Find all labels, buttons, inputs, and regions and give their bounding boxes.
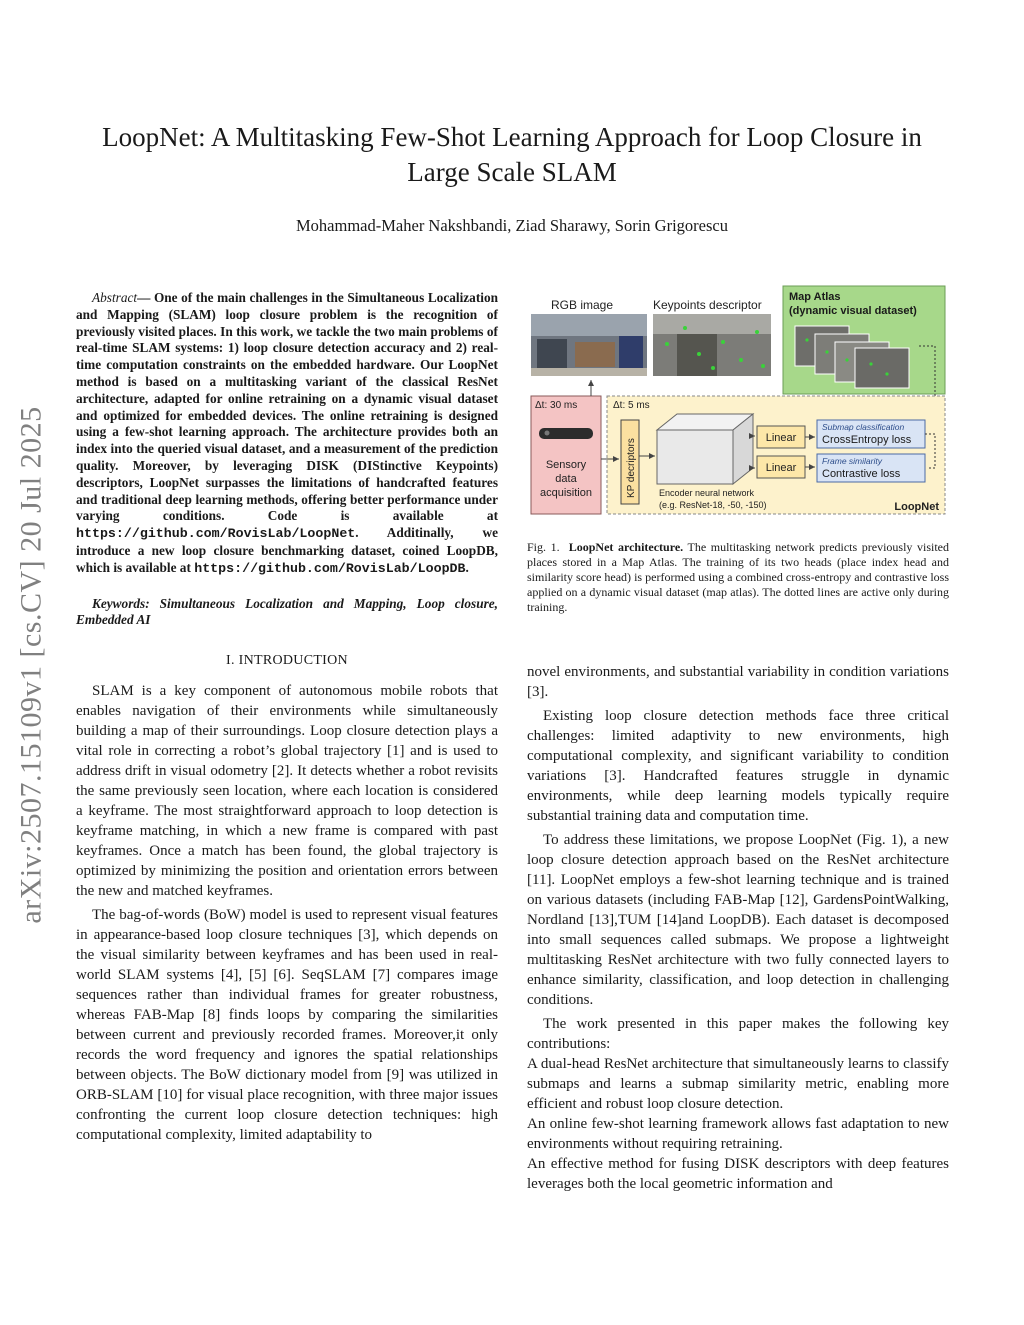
abstract-text-2: . Additinally, we introduce a new loop closure benchmarking dataset, coined LoopDB, which is available at (76, 525, 498, 575)
intro-continuation: novel environments, and substantial variability in condition variations [3]. (527, 664, 949, 700)
dataset-link[interactable]: https://github.com/RovisLab/LoopDB (194, 560, 466, 576)
abstract-text-1: One of the main challenges in the Simultaneous Localization and Mapping (SLAM) loop closure problem is the recognition of previously visited places. In this work, we tackle the two main problems of real-time SLAM systems: 1) loop closure detection accuracy and 2) real-time computation constraints on the embedded hardware. Our LoopNet method is based on a multitasking variant of the classical ResNet architecture, adapted for online retraining on a dynamic visual dataset and optimized for embedded devices. The online retraining is designed using a few-shot learning approach. The architecture provides both an index into the queried visual dataset, and a measurement of the prediction quality. Moreover, by leveraging DISK (DIStinctive Keypoints) descriptors, LoopNet surpasses the limitations of handcrafted features and traditional deep learning methods, offering better performance under varying conditions. Code is available at (76, 290, 498, 524)
code-link[interactable]: https://github.com/RovisLab/LoopNet (76, 526, 356, 542)
intro-paragraph-3: Existing loop closure detection methods face three critical challenges: limited adaptivity to new environments, high computational complexity, and significant variability to condition variations [3]. Handcrafted features struggle in dynamic environments, while deep learning models typically require substantial training data and computation time. (527, 708, 949, 824)
intro-paragraph-4: To address these limitations, we propose LoopNet (Fig. 1), a new loop closure detection approach based on the ResNet architecture [11]. LoopNet employs a few-shot learning technique and is trained on various datasets (including FAB-Map [12], GardensPointWalking, Nordland [13],TUM [14]and LoopDB). Each dataset is decomposed into small sequences called submaps. We propose a lightweight multitasking ResNet architecture with two fully connected layers to enhance similarity, classification, and loop detection in challenging conditions. (527, 832, 949, 1008)
caption-text: The multitasking network predicts previously visited places stored in a Map Atlas. The training of its two heads (place index head and similarity score head) is performed using a combined cross-entropy and contrastive loss applied on a dynamic visual dataset (map atlas). The dotted lines are active only during training. (527, 540, 949, 614)
caption-label: Fig. 1. (527, 540, 560, 554)
intro-paragraph-1: SLAM is a key component of autonomous mobile robots that enables navigation of their environments while simultaneously building a map of their surroundings. Loop closure detection plays a vital role in correcting a robot’s global trajectory [1] and is used to address drift in visual odometry [2]. It detects whether a robot revisits the same previously seen location, where each location is considered a keyframe. The most straightforward approach to loop detection is keyframe matching, in which a new frame is compared with past keyframes. Once a match has been found, the global trajectory is optimized by minimizing the position and orientation errors between the new and matched keyframes. (76, 683, 498, 900)
crossentropy-loss-label: CrossEntropy loss (822, 434, 912, 446)
figure-caption (527, 540, 949, 615)
sensory-line-1: Sensory (545, 459, 587, 471)
keypoints-thumbnail (653, 314, 771, 376)
rgb-image-thumbnail (531, 314, 647, 376)
section-first-letter: I (238, 653, 244, 669)
left-column (76, 290, 498, 1145)
intro-paragraph-2: The bag-of-words (BoW) model is used to represent visual features in appearance-based loop closure techniques [3], which depends on the visual similarity between keyframes and has been used in real-world SLAM systems [4], [5] [6]. SeqSLAM [7] compares image sequences rather than individual frames for greater robustness, whereas FAB-Map [8] finds loops by comparing the similarities between current and previously recorded frames. Moreover,it only records the word frequency and ignores the spatial relationships between objects. The BoW dictionary model from [9] was utilized in ORB-SLAM [10] for visual place recognition, with three major issues confronting the current loop closure detection techniques: high computational complexity, limited adaptability to (76, 907, 498, 1144)
contribution-2: An online few-shot learning framework allows fast adaptation to new environments without requiring retraining. (527, 1116, 949, 1152)
abstract (76, 290, 498, 578)
section-title-rest: NTRODUCTION (243, 653, 348, 669)
intro-paragraph-5: The work presented in this paper makes the following key contributions: (527, 1016, 949, 1052)
abstract-lead: Abstract (92, 290, 138, 305)
encoder-cube (657, 414, 753, 484)
keywords: Keywords: Simultaneous Localization and Mapping, Loop closure, Embedded AI (76, 595, 498, 628)
abstract-text-3: . (465, 559, 469, 575)
contrastive-loss-label: Contrastive loss (822, 468, 901, 480)
submap-classification-label: Submap classification (822, 422, 905, 432)
sensory-line-2: data (555, 473, 577, 485)
section-number: I. (226, 653, 235, 669)
keypoints-label: Keypoints descriptor (653, 298, 762, 312)
kp-descriptors-label: KP decriptors (626, 438, 637, 498)
rgb-image-label: RGB image (551, 298, 614, 312)
paper-authors: Mohammad-Maher Nakshbandi, Ziad Sharawy, Sorin Grigorescu (296, 216, 728, 235)
contribution-1: A dual-head ResNet architecture that simultaneously learns to classify submaps and learns a submap similarity metric, enabling more efficient and robust loop closure detection. (527, 1056, 949, 1112)
map-atlas-title: Map Atlas (789, 291, 841, 303)
linear-head-2-label: Linear (765, 462, 797, 474)
sensory-line-3: acquisition (540, 487, 592, 499)
architecture-svg (527, 284, 949, 520)
contribution-3: An effective method for fusing DISK descriptors with deep features leverages both the local geometric information and (527, 1156, 949, 1192)
paper-title: LoopNet: A Multitasking Few-Shot Learning Approach for Loop Closure in Large Scale SLAM (102, 122, 922, 187)
abstract-dash: — (137, 290, 154, 305)
dt-5ms: Δt: 5 ms (613, 400, 650, 411)
camera-icon (539, 428, 593, 439)
caption-bold: LoopNet architecture. (568, 540, 684, 554)
arxiv-stamp (12, 375, 52, 955)
right-column (527, 662, 949, 1194)
figure-1-diagram (527, 284, 949, 520)
encoder-example: (e.g. ResNet-18, -50, -150) (659, 500, 767, 510)
section-heading (76, 651, 498, 671)
encoder-label: Encoder neural network (659, 488, 755, 498)
linear-head-1-label: Linear (765, 432, 797, 444)
dt-30ms: Δt: 30 ms (535, 400, 578, 411)
map-atlas-subtitle: (dynamic visual dataset) (789, 305, 917, 317)
arxiv-stamp-text: arXiv:2507.15109v1 [cs.CV] 20 Jul 2025 (15, 406, 49, 924)
loopnet-label: LoopNet (894, 501, 939, 513)
frame-similarity-label: Frame similarity (822, 456, 882, 466)
